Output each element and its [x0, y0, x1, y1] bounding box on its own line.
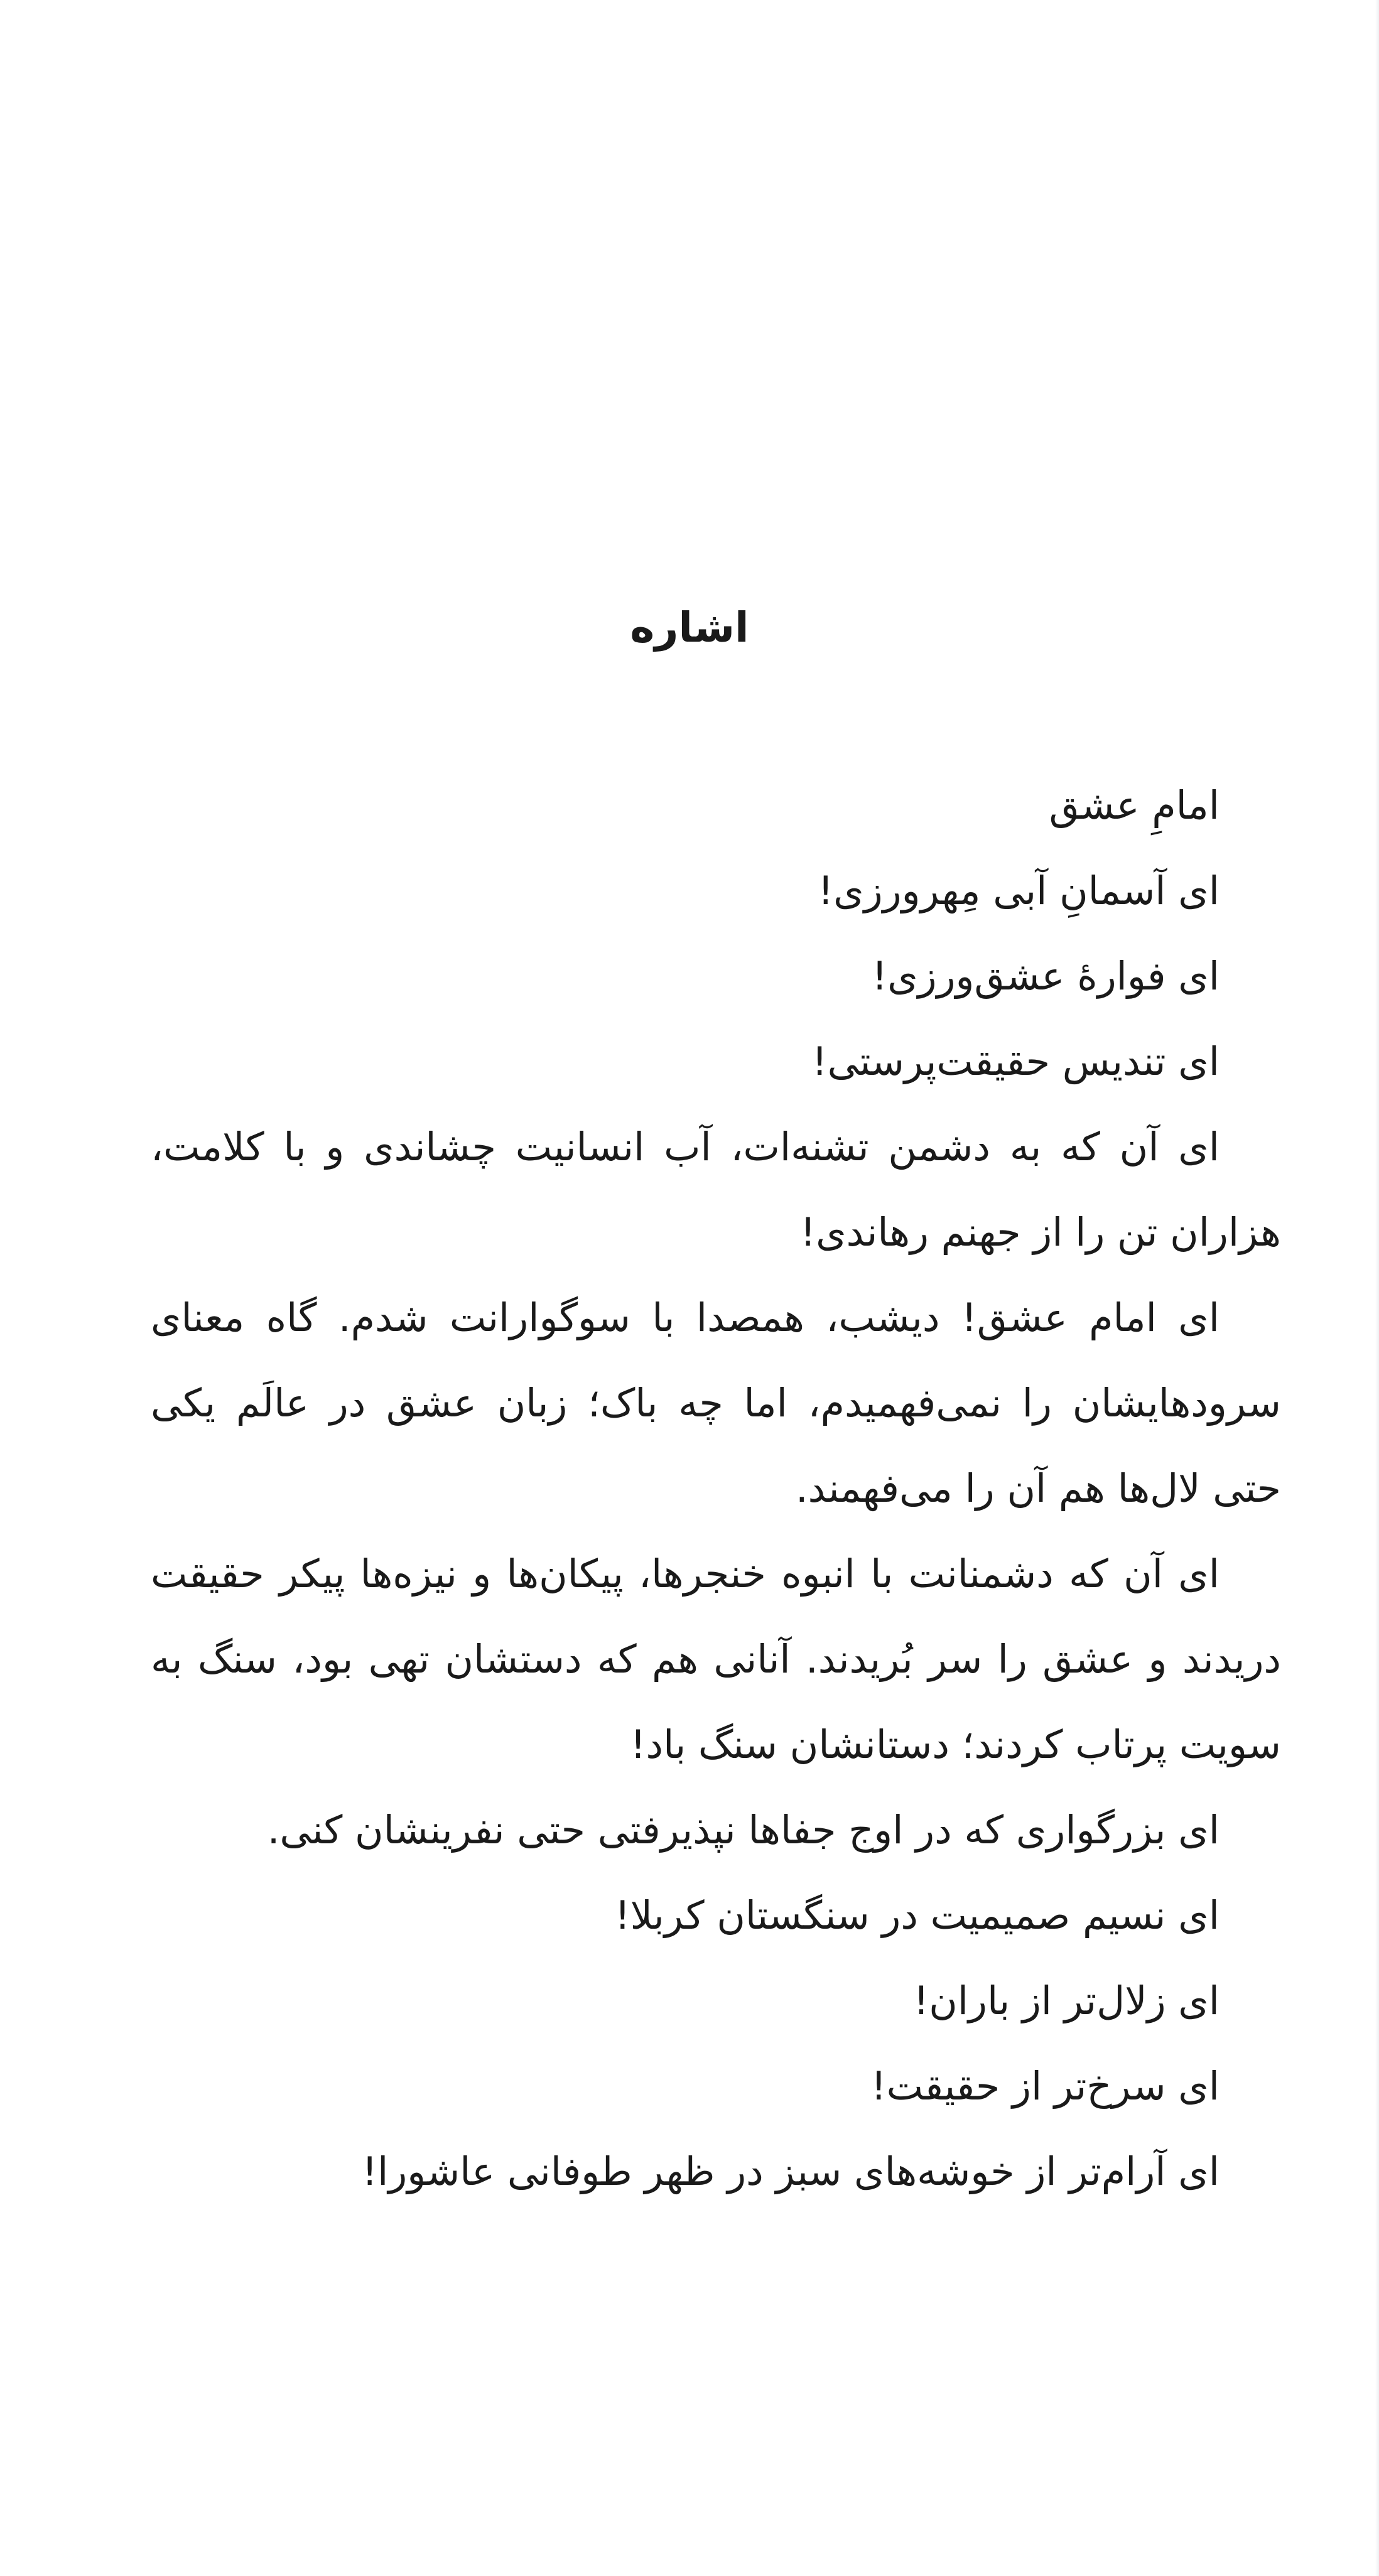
text-line: دریدند و عشق را سر بُریدند. آنانی هم که دستشان تهی بود، سنگ به — [151, 1636, 1281, 1682]
text-line: ای بزرگواری که در اوج جفاها نپذیرفتی حتی نفرینشان کنی. — [267, 1807, 1219, 1853]
text-line: هزاران تن را از جهنم رهاندی! — [800, 1209, 1281, 1255]
text-line: ای فوارهٔ عشق‌ورزی! — [872, 953, 1219, 999]
text-line: ای آسمانِ آبی مِهرورزی! — [818, 868, 1219, 913]
text-line: امامِ عشق — [1049, 782, 1219, 828]
text-line: ای سرخ‌تر از حقیقت! — [870, 2063, 1219, 2109]
text-line: سویت پرتاب کردند؛ دستانشان سنگ باد! — [630, 1722, 1281, 1767]
text-line: ای آن که دشمنانت با انبوه خنجرها، پیکان‌ها و نیزه‌ها پیکر حقیقت — [151, 1551, 1219, 1597]
text-line: ای آن که به دشمن تشنه‌ات، آب انسانیت چشاندی و با کلامت، — [151, 1124, 1219, 1170]
page-title: اشاره — [630, 603, 749, 652]
prose-block — [151, 763, 1281, 2214]
text-line: ای تندیس حقیقت‌پرستی! — [811, 1038, 1219, 1084]
text-line: ای زلال‌تر از باران! — [913, 1978, 1219, 2024]
text-line: حتی لال‌ها هم آن را می‌فهمند. — [795, 1465, 1281, 1511]
page-edge — [1375, 0, 1379, 2576]
text-line: سرودهایشان را نمی‌فهمیدم، اما چه باک؛ زبان عشق در عالَم یکی — [151, 1380, 1281, 1426]
text-line: ای امام عشق! دیشب، همصدا با سوگوارانت شدم. گاه معنای — [151, 1295, 1219, 1340]
text-line: ای نسیم صمیمیت در سنگستان کربلا! — [614, 1892, 1219, 1938]
text-line: ای آرام‌تر از خوشه‌های سبز در ظهر طوفانی عاشورا! — [362, 2148, 1219, 2194]
